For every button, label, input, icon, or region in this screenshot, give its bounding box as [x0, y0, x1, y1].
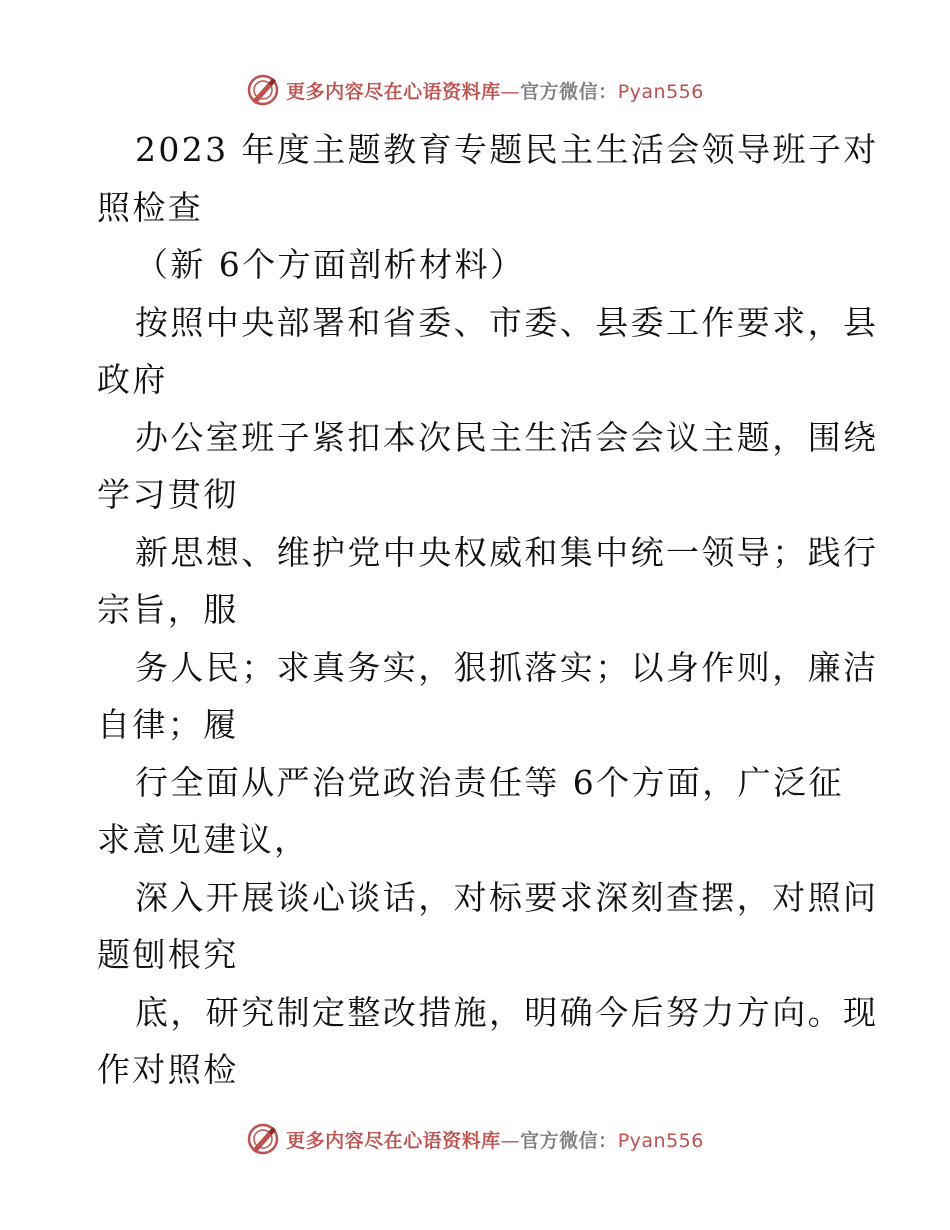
banner-wechat-id: Pyan556	[617, 1129, 704, 1152]
banner-separator: —	[500, 80, 521, 103]
banner-separator: —	[500, 1129, 521, 1152]
paragraph-line: 学习贯彻	[97, 475, 239, 514]
paragraph-line: 务人民；求真务实，狠抓落实；以身作则，廉洁	[135, 647, 879, 687]
paragraph-line: 按照中央部署和省委、市委、县委工作要求，县	[135, 302, 879, 342]
paragraph-line: 自律；履	[97, 705, 239, 744]
paragraph-line: 深入开展谈心谈话，对标要求深刻查摆，对照问	[135, 877, 879, 917]
document-title-line-2: 照检查	[97, 187, 204, 227]
banner-wechat-label: 官方微信：	[520, 1129, 618, 1152]
paragraph-line: 作对照检	[97, 1050, 239, 1089]
paragraph-line: 政府	[97, 360, 168, 399]
paragraph-line: 题刨根究	[97, 935, 239, 974]
paragraph-line: 宗旨，服	[97, 590, 239, 629]
red-pen-logo-icon	[246, 1122, 280, 1156]
paragraph-line: 新思想、维护党中央权威和集中统一领导；践行	[135, 532, 879, 572]
paragraph-line: 办公室班子紧扣本次民主生活会会议主题，围绕	[135, 417, 879, 457]
paragraph-line: 求意见建议，	[97, 820, 310, 859]
banner-text	[286, 77, 704, 104]
footer-banner	[0, 1119, 950, 1159]
banner-text	[286, 1126, 704, 1153]
banner-wechat-id: Pyan556	[617, 80, 704, 103]
paragraph-line: 行全面从严治党政治责任等 6个方面，广泛征	[135, 762, 844, 802]
paragraph-line: 底，研究制定整改措施，明确今后努力方向。现	[135, 992, 879, 1032]
banner-wechat-label: 官方微信：	[520, 80, 618, 103]
document-body	[97, 121, 879, 1099]
banner-site-text: 更多内容尽在心语资料库	[286, 80, 501, 103]
red-pen-logo-icon	[246, 73, 280, 107]
document-title-line-1: 2023 年度主题教育专题民主生活会领导班子对	[135, 130, 879, 169]
banner-site-text: 更多内容尽在心语资料库	[286, 1129, 501, 1152]
document-subtitle: （新 6个方面剖析材料）	[135, 245, 526, 284]
header-banner	[0, 70, 950, 110]
